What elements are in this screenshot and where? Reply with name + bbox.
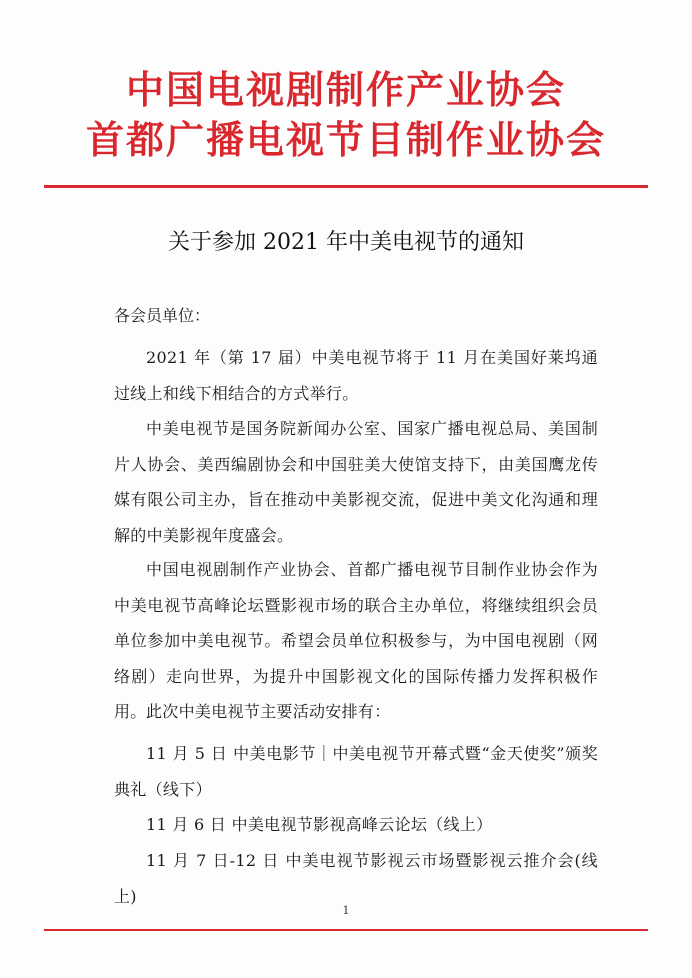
footer-divider (44, 929, 648, 931)
salutation: 各会员单位： (114, 306, 211, 325)
org-name-line1: 中国电视剧制作产业协会 (125, 68, 566, 112)
paragraph-organizers: 中国电视剧制作产业协会、首都广播电视节目制作业协会作为中美电视节高峰论坛暨影视市场的联合主办单位，将继续组织会员单位参加中美电视节。希望会员单位积极参与，为中国电视剧（网络剧）走向世界，为提升中国影视文化的国际传播力发挥积极作用。 (114, 560, 598, 721)
notice-title: 关于参加 2021 年中美电视节的通知 (168, 230, 524, 255)
schedule-item-nov5: 11 月 5 日 中美电影节｜中美电视节开幕式暨“金天使奖”颁奖典礼（线下） (114, 744, 598, 799)
header-divider (44, 185, 648, 188)
schedule-item-nov7-12: 11 月 7 日-12 日 中美电视节影视云市场暨影视云推介会(线上) (114, 851, 598, 906)
paragraph-about-festival: 中美电视节是国务院新闻办公室、国家广播电视总局、美国制片人协会、美西编剧协会和中国驻美大使馆支持下，由美国鹰龙传媒有限公司主办，旨在推动中美影视交流，促进中美文化沟通和理解的中美影视年度盛会。 (114, 419, 598, 545)
paragraph-schedule-intro: 此次中美电视节主要活动安排有： (146, 702, 391, 721)
schedule-item-nov6: 11 月 6 日 中美电视节影视高峰云论坛（线上） (146, 815, 493, 834)
paragraph-intro: 2021 年（第 17 届）中美电视节将于 11 月在美国好莱坞通过线上和线下相结合的方式举行。 (114, 348, 598, 403)
org-name-line2: 首都广播电视节目制作业协会 (85, 118, 606, 162)
page-number: 1 (342, 904, 350, 917)
